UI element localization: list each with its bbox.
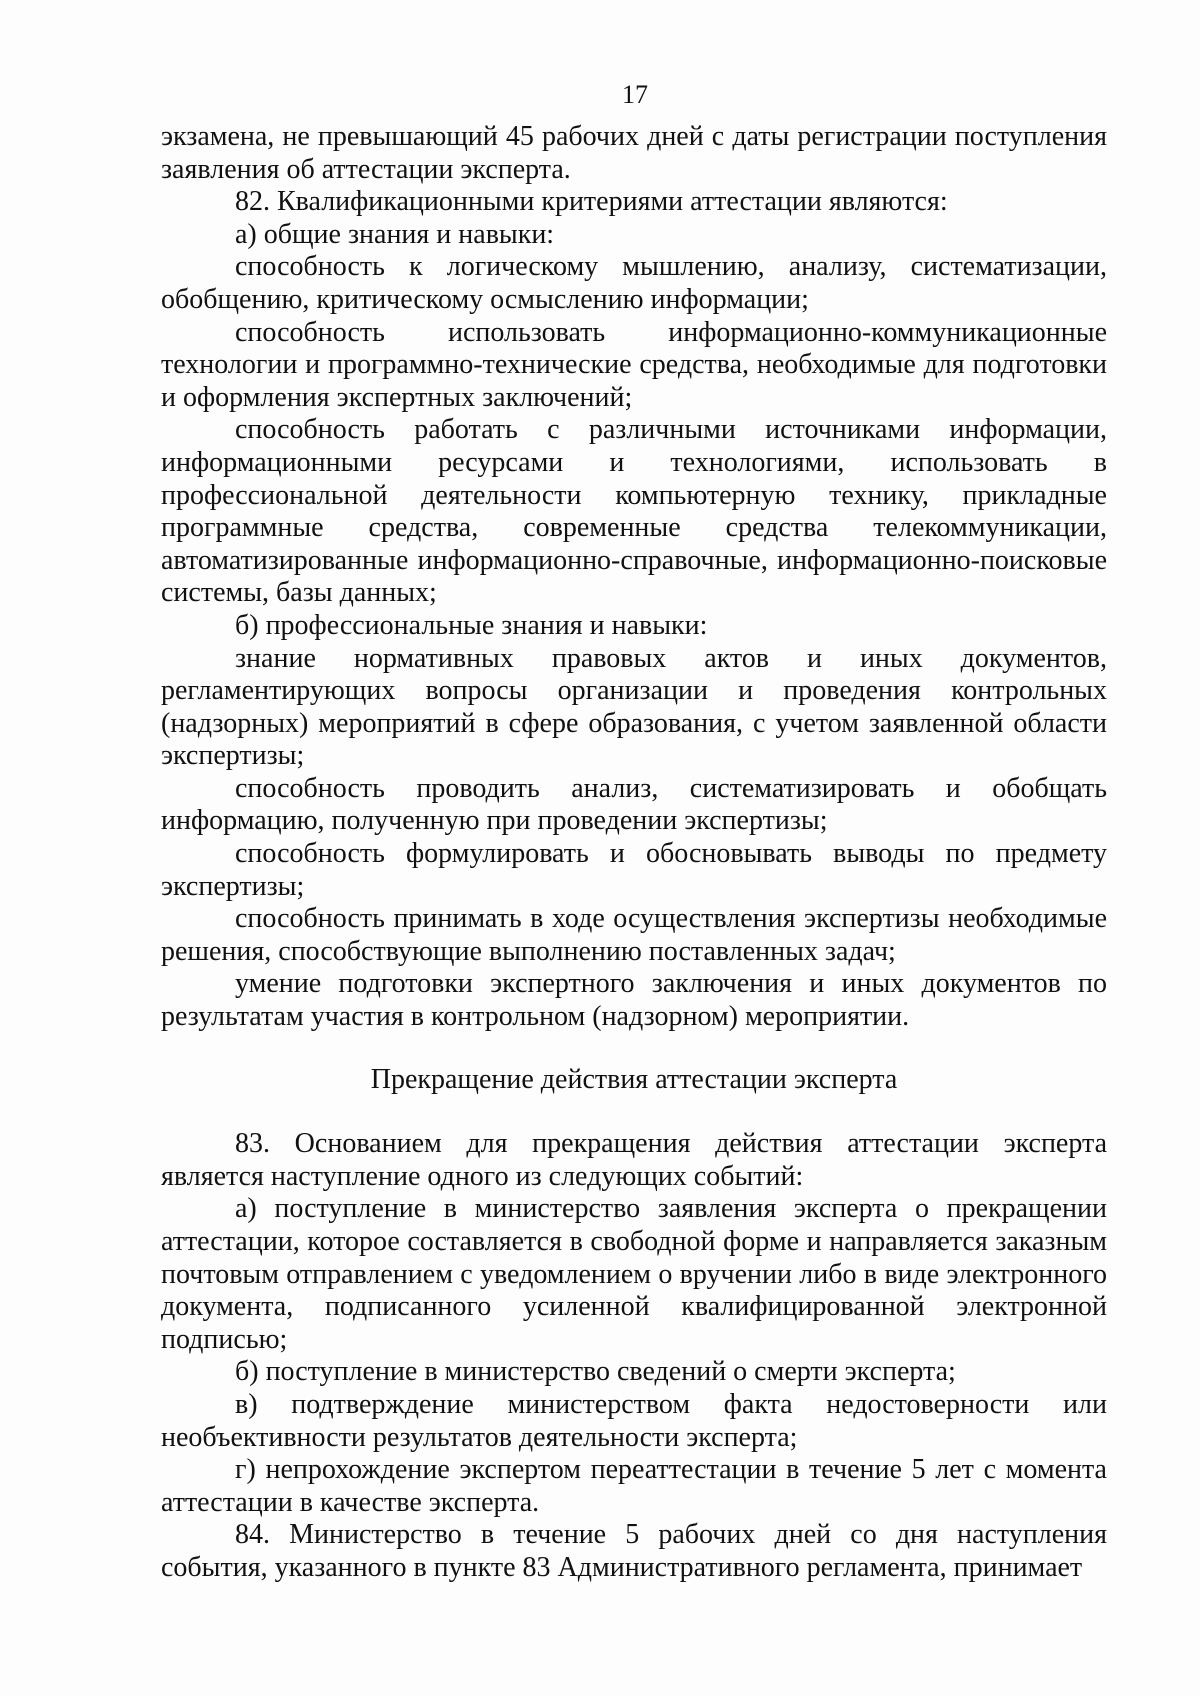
- paragraph: способность принимать в ходе осуществления экспертизы необходимые решения, способствующие выполнению поставленных задач;: [161, 903, 1107, 967]
- paragraph: 84. Министерство в течение 5 рабочих дней со дня наступления события, указанного в пункте 83 Административного регламента, принимает: [161, 1519, 1107, 1583]
- paragraph: экзамена, не превышающий 45 рабочих дней с даты регистрации поступления заявления об аттестации эксперта.: [161, 121, 1107, 185]
- paragraph: г) непрохождение экспертом переаттестации в течение 5 лет с момента аттестации в качестве эксперта.: [161, 1454, 1107, 1518]
- paragraph: в) подтверждение министерством факта недостоверности или необъективности результатов деятельности эксперта;: [161, 1388, 1107, 1453]
- section-heading: Прекращение действия аттестации эксперта: [370, 1063, 898, 1095]
- paragraph: 83. Основанием для прекращения действия аттестации эксперта является наступление одного из следующих событий:: [161, 1128, 1107, 1192]
- paragraph: способность к логическому мышлению, анализу, систематизации, обобщению, критическому осмыслению информации;: [161, 251, 1107, 315]
- paragraph: способность работать с различными источниками информации, информационными ресурсами и технологиями, использовать в профессиональной деятельности компьютерную технику, прикладные программные средства, современные средства телекоммуникации, автоматизированные информационно-справочные, информационно-поисковые системы, базы данных;: [161, 414, 1107, 609]
- paragraph-group-top: [161, 121, 1107, 1034]
- page-number: 17: [622, 80, 648, 109]
- paragraph: умение подготовки экспертного заключения и иных документов по результатам участия в контрольном (надзорном) мероприятии.: [161, 968, 1107, 1033]
- paragraph: способность использовать информационно-коммуникационные технологии и программно-технические средства, необходимые для подготовки и оформления экспертных заключений;: [161, 316, 1107, 413]
- paragraph-group-bottom: [161, 1128, 1107, 1584]
- paragraph: 82. Квалификационными критериями аттестации являются:: [235, 186, 948, 218]
- paragraph: способность формулировать и обосновывать выводы по предмету экспертизы;: [161, 838, 1107, 902]
- document-body: [161, 121, 1107, 1585]
- paragraph: а) общие знания и навыки:: [235, 218, 555, 250]
- paragraph: знание нормативных правовых актов и иных документов, регламентирующих вопросы организации и проведения контрольных (надзорных) мероприятий в сфере образования, с учетом заявленной области экспертизы;: [161, 642, 1107, 772]
- paragraph: б) профессиональные знания и навыки:: [235, 609, 708, 641]
- paragraph: а) поступление в министерство заявления эксперта о прекращении аттестации, которое составляется в свободной форме и направляется заказным почтовым отправлением с уведомлением о вручении либо в виде электронного документа, подписанного усиленной квалифицированной электронной подписью;: [161, 1193, 1107, 1355]
- paragraph: способность проводить анализ, систематизировать и обобщать информацию, полученную при проведении экспертизы;: [161, 772, 1107, 837]
- paragraph: б) поступление в министерство сведений о смерти эксперта;: [235, 1356, 956, 1388]
